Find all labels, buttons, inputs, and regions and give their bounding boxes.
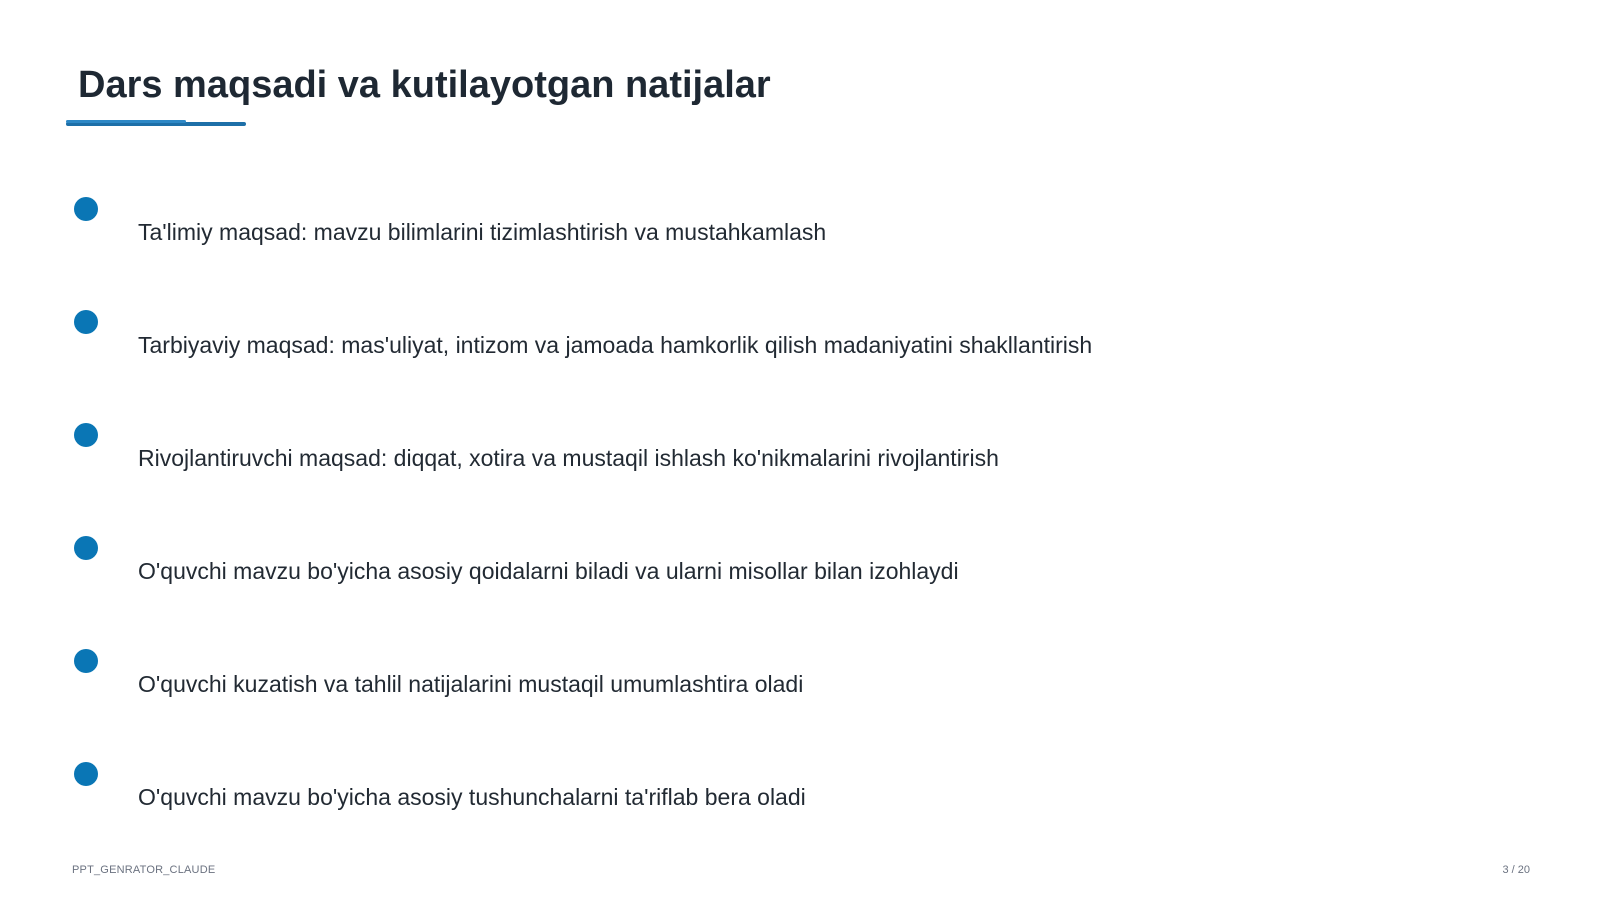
footer-generator-label: PPT_GENRATOR_CLAUDE	[72, 864, 216, 876]
bullet-dot-icon	[74, 762, 98, 786]
bullet-dot-icon	[74, 423, 98, 447]
bullet-dot-icon	[74, 310, 98, 334]
bullet-text: Tarbiyaviy maqsad: mas'uliyat, intizom va jamoada hamkorlik qilish madaniyatini shakllantirish	[138, 332, 1093, 358]
bullet-text: O'quvchi mavzu bo'yicha asosiy qoidalarni biladi va ularni misollar bilan izohlaydi	[138, 558, 959, 584]
bullet-dot-icon	[74, 649, 98, 673]
bullet-text: Ta'limiy maqsad: mavzu bilimlarini tizimlashtirish va mustahkamlash	[138, 219, 827, 245]
bullet-dot-icon	[74, 536, 98, 560]
slide-title: Dars maqsadi va kutilayotgan natijalar	[78, 64, 771, 106]
list-item	[0, 762, 1600, 822]
list-item	[0, 536, 1600, 596]
list-item	[0, 310, 1600, 370]
bullet-text: O'quvchi kuzatish va tahlil natijalarini mustaqil umumlashtira oladi	[138, 671, 804, 697]
list-item	[0, 423, 1600, 483]
bullet-text: O'quvchi mavzu bo'yicha asosiy tushunchalarni ta'riflab bera oladi	[138, 784, 806, 810]
list-item	[0, 197, 1600, 257]
page-indicator: 3 / 20	[1502, 864, 1530, 876]
bullet-text: Rivojlantiruvchi maqsad: diqqat, xotira va mustaqil ishlash ko'nikmalarini rivojlantirish	[138, 445, 999, 471]
list-item	[0, 649, 1600, 709]
bullet-dot-icon	[74, 197, 98, 221]
